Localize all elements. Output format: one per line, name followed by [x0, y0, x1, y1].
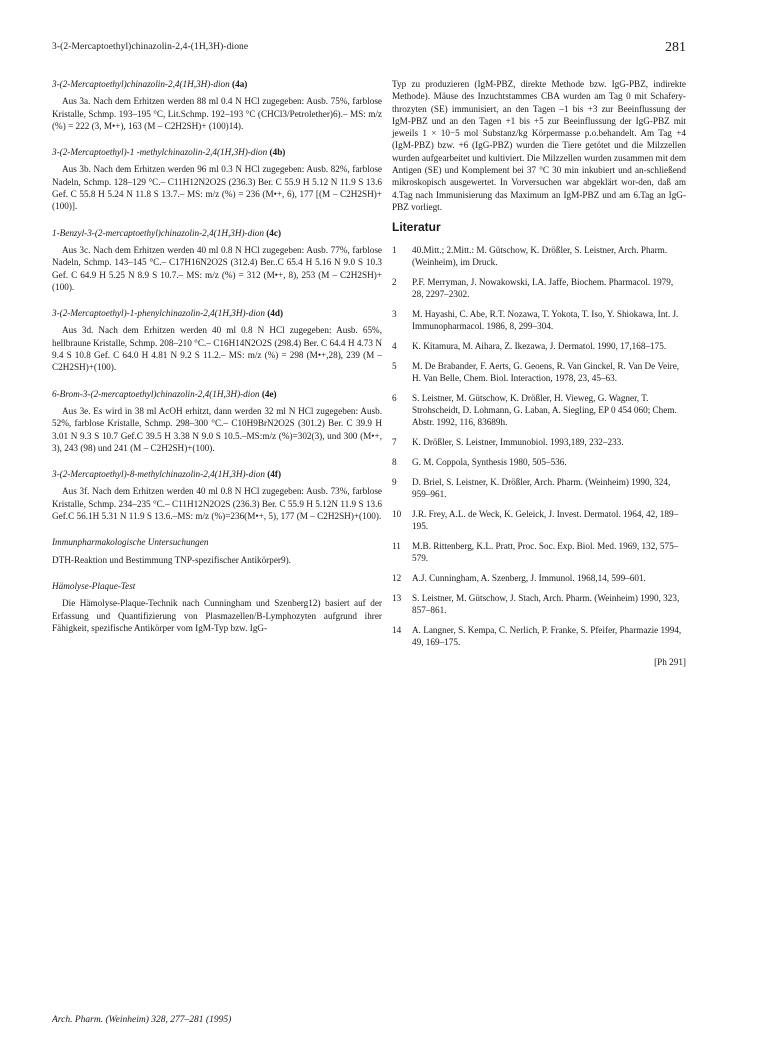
section-body: Aus 3e. Es wird in 38 ml AcOH erhitzt, dann werden 32 ml N HCl zugegeben: Ausb. 52%, farblose Kristalle, Schmp. 298–300 °C.– C10H9BrN2O2S (301.2) Ber. C 39.9 H 3.01 N 9.3 S 10.7 Gef.C 39.5 H 3.38 N 9.0 S 10.5.–MS:m/z (%)=302(3), und 300 (M•+, 3), 243 (98) und 241 (M – C2H2SH)+(100). [52, 405, 382, 453]
compound-label: (4e) [261, 388, 277, 399]
reference-item [392, 592, 686, 617]
reference-item [392, 540, 686, 565]
reference-item [392, 392, 686, 429]
reference-text: M. De Brabander, F. Aerts, G. Geoens, R. Van Ginckel, R. Van De Veire, H. Van Belle, Chem. Biol. Interaction, 1978, 23, 45–63. [412, 360, 680, 383]
reference-item [392, 508, 686, 533]
journal-citation-footer: Arch. Pharm. (Weinheim) 328, 277–281 (1995) [52, 1015, 232, 1025]
reference-text: K. Kitamura, M. Aihara, Z. Ikezawa, J. Dermatol. 1990, 17,168–175. [412, 340, 667, 351]
section-heading [52, 227, 382, 239]
reference-item [392, 456, 686, 468]
plaque-text: Die Hämolyse-Plaque-Technik nach Cunningham und Szenberg12) basiert auf der Erfassung und Quantifizierung von Plasmazellen/B-Lymphozyten aufgrund ihrer Fähigkeit, spezifische Antikörper vom IgM-Typ bzw. IgG- [52, 598, 382, 633]
reference-text: S. Leistner, M. Gütschow, J. Stach, Arch. Pharm. (Weinheim) 1990, 323, 857–861. [412, 592, 680, 616]
immuno-section [52, 536, 382, 566]
compound-section-4c [52, 227, 382, 293]
immuno-text: DTH-Reaktion und Bestimmung TNP-spezifischer Antikörper9). [52, 554, 291, 565]
end-marker: [Ph 291] [654, 656, 686, 667]
reference-number: 1 [392, 244, 397, 255]
reference-text: D. Briel, S. Leistner, K. Drößler, Arch. Pharm. (Weinheim) 1990, 324, 959–961. [412, 476, 671, 500]
section-body: Aus 3c. Nach dem Erhitzen werden 40 ml 0.8 N HCl zugegeben: Ausb. 77%, farblose Nadeln, Schmp. 143–145 °C.– C17H16N2O2S (312.4) Ber..C 65.4 H 5.16 N 9.0 S 10.3 Gef. C 64.9 H 5.25 N 8.9 S 10.7.– MS: m/z (%) = 312 (M•+, 8), 253 (M – C2H2SH)+ (100). [52, 244, 382, 292]
reference-text: M. Hayashi, C. Abe, R.T. Nozawa, T. Yokota, T. Iso, Y. Shiokawa, Int. J. Immunopharmacol. 1986, 8, 299–304. [412, 308, 679, 332]
immuno-heading: Immunpharmakologische Untersuchungen [52, 537, 209, 548]
section-title: 3-(2-Mercaptoethyl)-1 -methylchinazolin-2,4(1H,3H)-dion [52, 147, 268, 158]
section-heading [52, 78, 382, 90]
reference-number: 5 [392, 360, 397, 371]
reference-text: A.J. Cunningham, A. Szenberg, J. Immunol. 1968,14, 599–601. [412, 573, 646, 583]
reference-number: 6 [392, 392, 397, 403]
section-title: 3-(2-Mercaptoethyl)chinazolin-2,4(1H,3H)-dion [52, 79, 230, 89]
plaque-continuation: Typ zu produzieren (IgM-PBZ, direkte Methode bzw. IgG-PBZ, indirekte Methode). Mäuse des Inzuchtstammes CBA wurden am Tag 0 mit Schafery-throzyten (SE) immunisiert, an den Tagen –1 bis +3 zur Beeinflussung der IgM-PBZ und an den Tagen +1 bis +5 zur Beeinflussung der IgG-PBZ mit jeweils 1 × 10−5 mol Substanz/kg Körpermasse p.o.behandelt. Am Tag +4 (IgM-PBZ) bzw. +6 (IgG-PBZ) wurden die Tiere getötet und die Milzzellen wurden aufgearbeitet und kultiviert. Die Milzzellen wurden zusammen mit dem Antigen (SE) und Komplement bei 37 °C 30 min inkubiert und an-schließend mikroskopisch ausgewertet. In Vorversuchen war abgeklärt wor-den, daß am 4.Tag nach Immunisierung das Maximum an IgM-PBZ und am 6.Tag an IgG-PBZ vorliegt. [392, 79, 686, 212]
section-title: 1-Benzyl-3-(2-mercaptoethyl)chinazolin-2,4(1H,3H)-dion [52, 227, 264, 238]
reference-item [392, 308, 686, 333]
section-body: Aus 3a. Nach dem Erhitzen werden 88 ml 0.4 N HCl zugegeben: Ausb. 75%, farblose Kristalle, Schmp. 193–195 °C, Lit.Schmp. 192–193 °C (CHCl3/Petrolether)6).– MS: m/z (%) = 222 (3, M•+), 163 (M – C2H2SH)+ (100)14). [52, 96, 382, 131]
section-heading [52, 307, 382, 319]
reference-text: A. Langner, S. Kempa, C. Nerlich, P. Franke, S. Pfeifer, Pharmazie 1994, 49, 169–175. [412, 624, 682, 648]
reference-number: 10 [392, 508, 402, 519]
running-title: 3-(2-Mercaptoethyl)chinazolin-2,4-(1H,3H)-dione [52, 42, 249, 52]
compound-section-4b [52, 146, 382, 212]
reference-text: K. Drößler, S. Leistner, Immunobiol. 1993,189, 232–233. [412, 437, 624, 448]
plaque-section [52, 580, 382, 634]
compound-label: (4d) [267, 308, 284, 319]
reference-number: 9 [392, 476, 397, 487]
compound-label: (4b) [269, 147, 286, 158]
literature-heading: Literatur [392, 220, 441, 235]
reference-item [392, 476, 686, 501]
compound-section-4e [52, 388, 382, 454]
reference-item [392, 436, 686, 448]
reference-number: 8 [392, 456, 397, 467]
reference-number: 14 [392, 624, 402, 635]
right-column [392, 78, 686, 668]
section-heading [52, 146, 382, 158]
compound-section-4a [52, 78, 382, 132]
section-body: Aus 3b. Nach dem Erhitzen werden 96 ml 0.3 N HCl zugegeben: Ausb. 82%, farblose Nadeln, Schmp. 128–129 °C.– C11H12N2O2S (236.3) Ber. C 55.9 H 5.12 N 11.9 S 13.6 Gef. C 55.8 H 5.24 N 11.8 S 13.7.– MS: m/z (%) = 236 (M•+, 6), 177 [(M – C2H2SH)+(100)]. [52, 164, 382, 212]
reference-text: S. Leistner, M. Gütschow, K. Drößler, H. Vieweg, G. Wagner, T. Strohscheidt, D. Lohmann, G. Laban, A. Siegling, EP 0 454 060; Chem. Abstr. 1992, 116, 83689h. [412, 392, 677, 428]
section-body: Aus 3f. Nach dem Erhitzen werden 40 ml 0.8 N HCl zugegeben: Ausb. 73%, farblose Kristalle, Schmp. 234–235 °C.– C11H12N2O2S (236.3) Ber. C 55.9 H 5.12N 11.9 S 13.6 Gef.C 56.1H 5.31 N 11.9 S 13.6.–MS: m/z (%)=236(M•+, 5), 177 (M – C2H2SH)+(100). [52, 486, 382, 522]
section-body: Aus 3d. Nach dem Erhitzen werden 40 ml 0.8 N HCl zugegeben: Ausb. 65%, hellbraune Kristalle, Schmp. 208–210 °C.– C16H14N2O2S (298.4) Ber. C 64.4 H 4.73 N 9.4 S 10.8 Gef. C 64.0 H 4.81 N 9.2 S 11.2.– MS: m/z (%) = 298 (M•+,28), 239 (M – C2H2SH)+(100). [52, 325, 382, 373]
reference-text: G. M. Coppola, Synthesis 1980, 505–536. [412, 456, 567, 467]
reference-text: 40.Mitt.; 2.Mitt.: M. Gütschow, K. Drößler, S. Leistner, Arch. Pharm. (Weinheim), im Druck. [412, 244, 668, 267]
reference-number: 3 [392, 308, 397, 319]
section-title: 3-(2-Mercaptoethyl)-1-phenylchinazolin-2,4(1H,3H)-dion [52, 308, 265, 319]
reference-item [392, 624, 686, 649]
reference-number: 13 [392, 592, 402, 603]
reference-number: 11 [392, 540, 401, 551]
reference-number: 12 [392, 573, 402, 583]
reference-text: M.B. Rittenberg, K.L. Pratt, Proc. Soc. Exp. Biol. Med. 1969, 132, 575–579. [412, 540, 679, 564]
reference-item [392, 276, 686, 301]
section-heading [52, 388, 382, 400]
page-number: 281 [665, 40, 686, 55]
compound-section-4f [52, 468, 382, 522]
reference-text: J.R. Frey, A.L. de Weck, K. Geleick, J. Invest. Dermatol. 1964, 42, 189–195. [412, 508, 679, 532]
reference-item [392, 572, 686, 584]
plaque-heading: Hämolyse-Plaque-Test [52, 580, 136, 591]
section-heading [52, 468, 382, 480]
compound-label: (4f) [267, 469, 282, 480]
reference-item [392, 244, 686, 269]
section-title: 3-(2-Mercaptoethyl)-8-methylchinazolin-2,4(1H,3H)-dion [52, 469, 265, 480]
section-title: 6-Brom-3-(2-mercaptoethyl)chinazolin-2,4(1H,3H)-dion [52, 388, 260, 399]
compound-label: (4c) [266, 227, 282, 238]
reference-text: P.F. Merryman, J. Nowakowski, I.A. Jaffe, Biochem. Pharmacol. 1979, 28, 2297–2302. [412, 276, 674, 299]
reference-number: 7 [392, 437, 397, 448]
reference-item [392, 340, 686, 352]
reference-list [392, 244, 686, 649]
reference-number: 2 [392, 276, 397, 287]
compound-label: (4a) [232, 79, 248, 89]
reference-item [392, 360, 686, 385]
left-column [52, 78, 382, 648]
reference-number: 4 [392, 340, 397, 351]
compound-section-4d [52, 307, 382, 373]
